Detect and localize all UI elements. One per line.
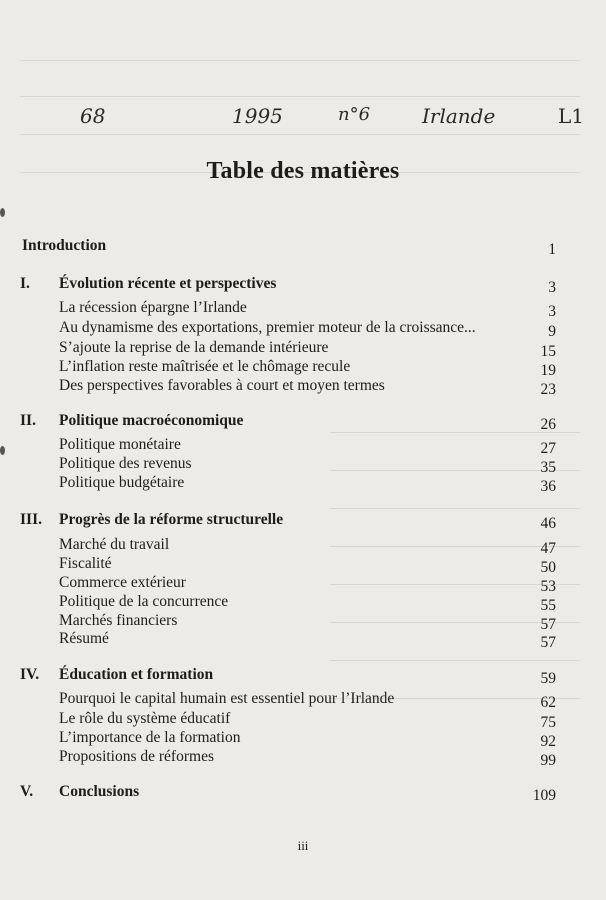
toc-section-number: III.: [20, 511, 42, 528]
toc-section-number: II.: [20, 412, 36, 429]
toc-section-heading: [0, 510, 606, 530]
toc-entry-label: Des perspectives favorables à court et moyen termes: [59, 377, 385, 394]
toc-entry: [0, 573, 606, 593]
toc-entry-label: Marchés financiers: [59, 612, 178, 629]
toc-entry-page: 35: [540, 459, 556, 476]
toc-entry: [0, 747, 606, 767]
toc-entry-page: 75: [540, 714, 556, 731]
toc-entry: [0, 592, 606, 612]
toc-entry-label: Propositions de réformes: [59, 748, 214, 765]
toc-entry-label: Le rôle du système éducatif: [59, 710, 231, 727]
toc-section-page: 46: [540, 515, 556, 532]
toc-entry: [0, 376, 606, 396]
toc-section-page: 3: [548, 279, 556, 296]
annotation-issue: n°6: [338, 104, 371, 125]
toc-section-page: 109: [532, 787, 556, 804]
annotation-year: 1995: [232, 104, 283, 128]
annotation-country: Irlande: [422, 104, 496, 128]
toc-entry-page: 47: [540, 540, 556, 557]
toc-entry: [0, 454, 606, 474]
toc-entry-label: Pourquoi le capital humain est essentiel pour l’Irlande: [59, 690, 395, 707]
toc-entry: [0, 611, 606, 631]
toc-entry: [0, 357, 606, 377]
toc-section-title: Politique macroéconomique: [59, 412, 244, 429]
toc-section-title: Éducation et formation: [59, 666, 214, 683]
toc-section-heading: [0, 665, 606, 685]
toc-entry-label: Résumé: [59, 630, 109, 647]
toc-entry-page: 27: [540, 440, 556, 457]
toc-entry-page: 23: [540, 381, 556, 398]
toc-entry-page: 55: [540, 597, 556, 614]
toc-entry: [0, 298, 606, 318]
toc-section-heading: [0, 274, 606, 294]
toc-entry: [0, 338, 606, 358]
toc-entry: [0, 554, 606, 574]
toc-entry-page: 15: [540, 343, 556, 360]
toc-entry-page: 9: [548, 323, 556, 340]
toc-entry-label: Au dynamisme des exportations, premier moteur de la croissance...: [59, 319, 476, 336]
toc-section-page: 59: [540, 670, 556, 687]
toc-section-page: 26: [540, 416, 556, 433]
toc-entry-label: Politique des revenus: [59, 455, 192, 472]
toc-section-title: Évolution récente et perspectives: [59, 275, 277, 292]
toc-entry-label: Politique monétaire: [59, 436, 181, 453]
annotation-code: L1: [558, 104, 585, 128]
page-number: iii: [297, 838, 309, 853]
toc-entry: [0, 728, 606, 748]
toc-entry: [0, 435, 606, 455]
toc-entry-page: 50: [540, 559, 556, 576]
toc-entry-label: Fiscalité: [59, 555, 112, 572]
toc-entry: [0, 535, 606, 555]
toc-section-heading: [0, 411, 606, 431]
toc-introduction: [0, 236, 606, 256]
binding-mark: [0, 208, 5, 217]
toc-entry: [0, 629, 606, 649]
toc-entry-page: 57: [540, 616, 556, 633]
toc-entry-label: S’ajoute la reprise de la demande intérieure: [59, 339, 329, 356]
toc-introduction-label: Introduction: [22, 237, 107, 254]
toc-entry-label: Commerce extérieur: [59, 574, 186, 591]
toc-entry: [0, 689, 606, 709]
toc-entry-label: Politique budgétaire: [59, 474, 185, 491]
toc-entry-page: 53: [540, 578, 556, 595]
toc-entry-page: 99: [540, 752, 556, 769]
toc-entry-label: L’importance de la formation: [59, 729, 241, 746]
toc-entry-label: L’inflation reste maîtrisée et le chômage recule: [59, 358, 351, 375]
toc-section-number: I.: [20, 275, 30, 292]
toc-entry-page: 57: [540, 634, 556, 651]
toc-section-title: Conclusions: [59, 783, 140, 800]
toc-entry-page: 92: [540, 733, 556, 750]
toc-entry: [0, 709, 606, 729]
toc-entry-page: 19: [540, 362, 556, 379]
toc-section-heading: [0, 782, 606, 802]
toc-entry-page: 62: [540, 694, 556, 711]
toc-section-number: V.: [20, 783, 34, 800]
binding-mark: [0, 446, 5, 455]
toc-section-title: Progrès de la réforme structurelle: [59, 511, 284, 528]
toc-entry-page: 3: [548, 303, 556, 320]
toc-entry-label: Marché du travail: [59, 536, 170, 553]
toc-entry-label: Politique de la concurrence: [59, 593, 229, 610]
toc-entry: [0, 318, 606, 338]
page-title: Table des matières: [206, 158, 400, 184]
toc-introduction-page: 1: [548, 241, 556, 258]
annotation-number: 68: [80, 104, 106, 128]
toc-entry-page: 36: [540, 478, 556, 495]
toc-entry-label: La récession épargne l’Irlande: [59, 299, 247, 316]
toc-entry: [0, 473, 606, 493]
toc-section-number: IV.: [20, 666, 40, 683]
